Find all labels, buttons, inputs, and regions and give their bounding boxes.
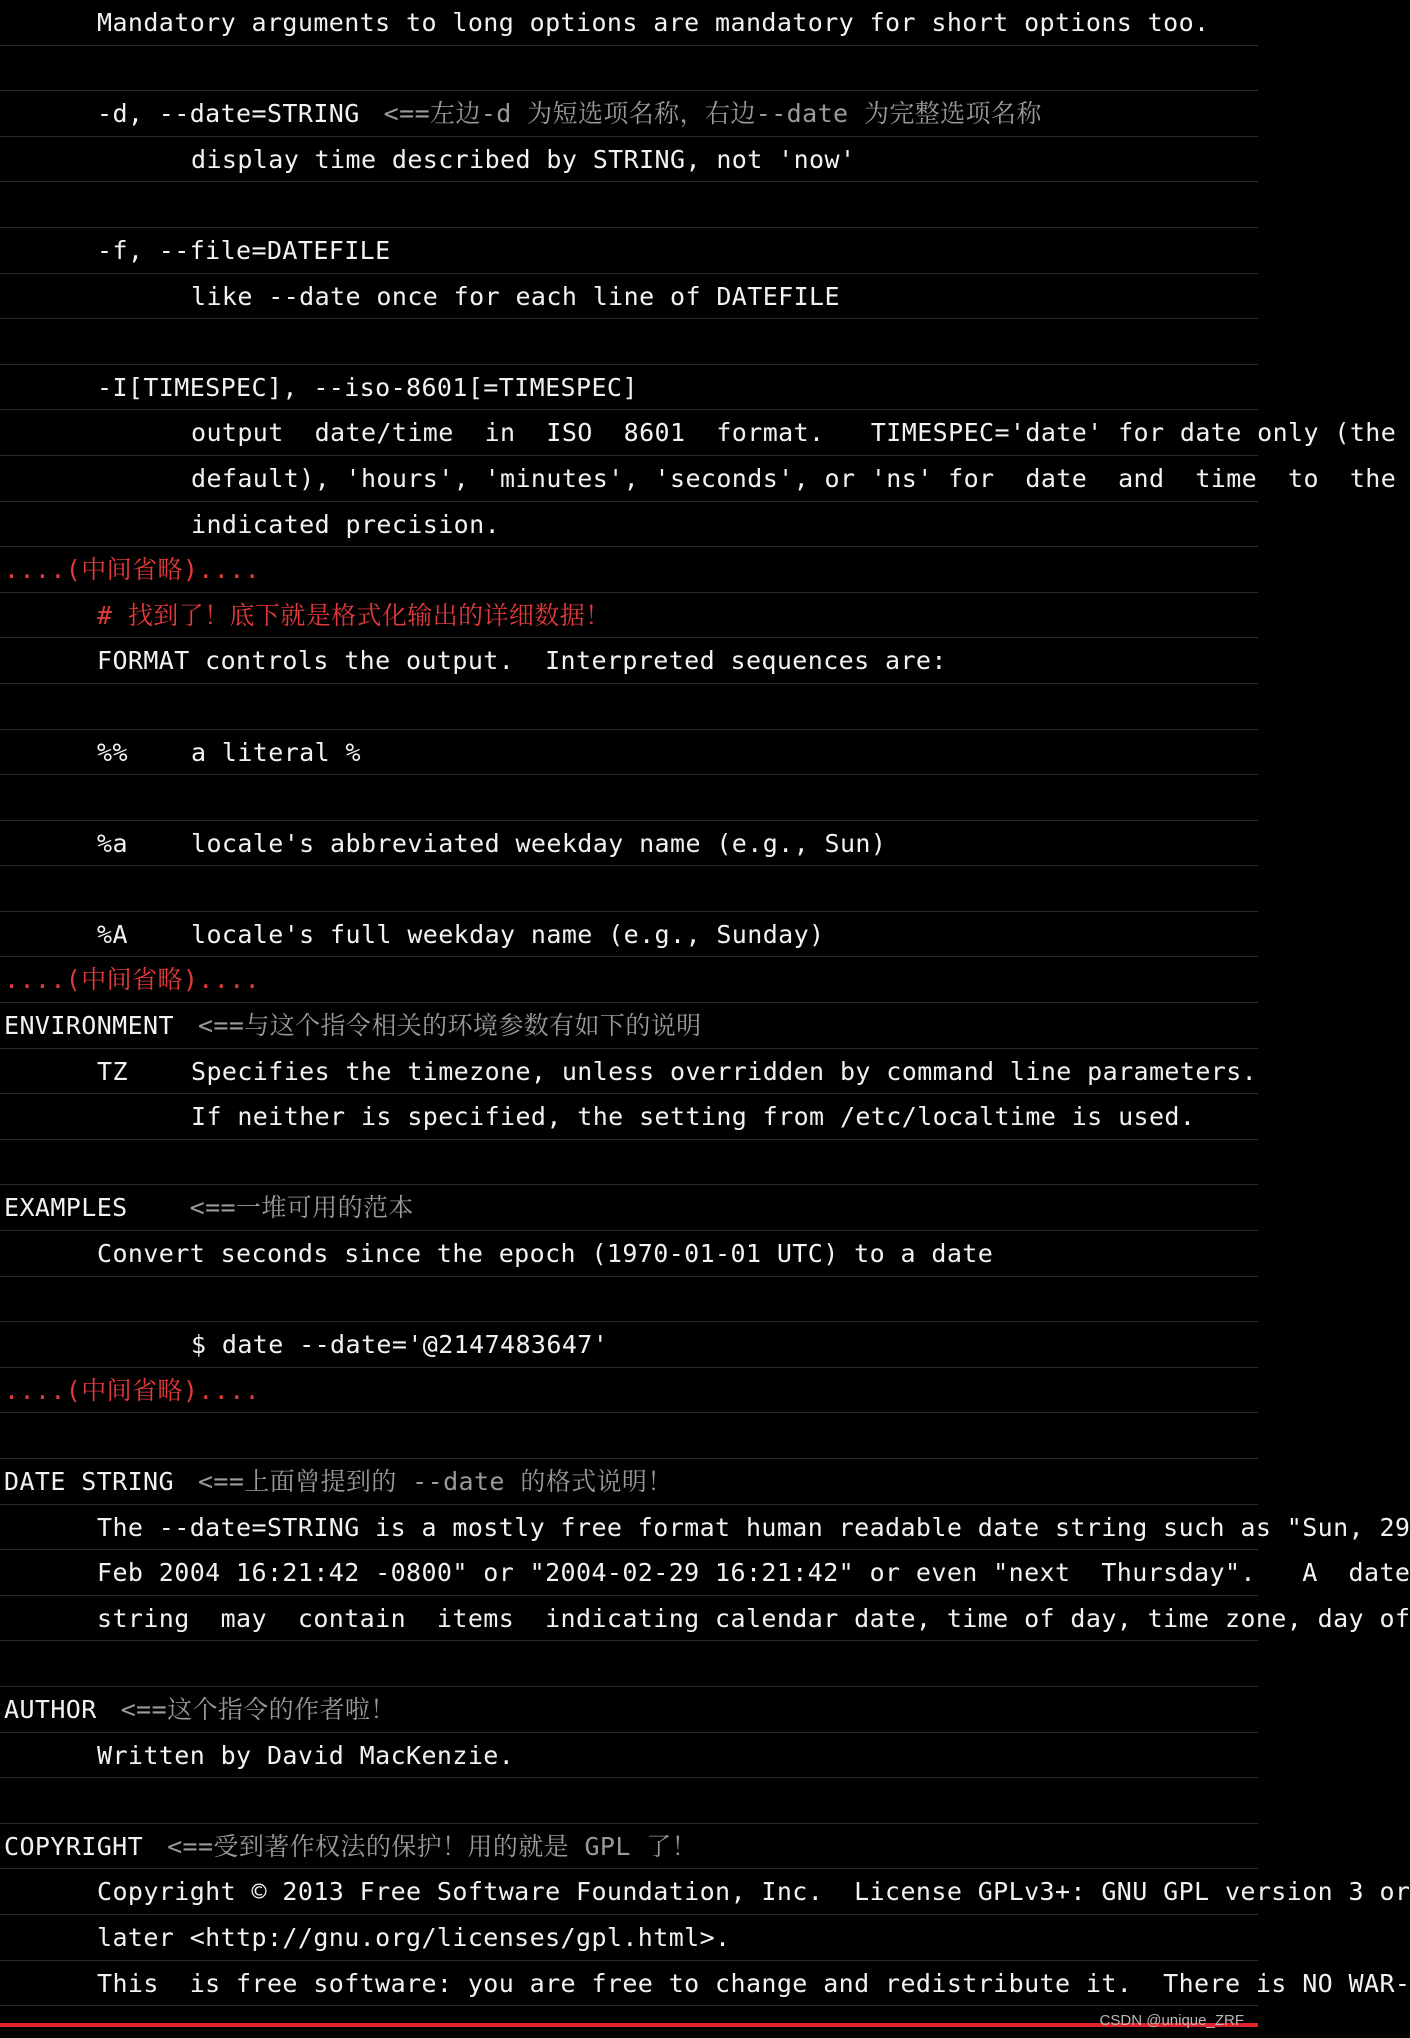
section-heading bbox=[0, 1003, 1258, 1049]
blank-line bbox=[0, 684, 1258, 730]
env-var-name: TZ bbox=[97, 1056, 128, 1086]
option-line bbox=[0, 228, 1258, 274]
text-line: like --date once for each line of DATEFILE bbox=[0, 274, 1258, 320]
format-code: %a bbox=[97, 828, 128, 858]
section-heading bbox=[0, 1687, 1258, 1733]
option-name: -f, --file=DATEFILE bbox=[97, 235, 391, 265]
omission-marker: ....(中间省略).... bbox=[0, 547, 1258, 593]
annotation-comment: <==这个指令的作者啦！ bbox=[120, 1694, 396, 1724]
option-name: -d, --date=STRING bbox=[97, 99, 360, 129]
text-line: Written by David MacKenzie. bbox=[0, 1733, 1258, 1779]
blank-line bbox=[0, 182, 1258, 228]
blank-line bbox=[0, 1277, 1258, 1323]
option-line bbox=[0, 91, 1258, 137]
watermark: CSDN @unique_ZRF bbox=[1099, 2012, 1244, 2029]
section-heading bbox=[0, 1824, 1258, 1870]
text-line: default), 'hours', 'minutes', 'seconds', or 'ns' for date and time to the bbox=[0, 456, 1258, 502]
section-heading bbox=[0, 1185, 1258, 1231]
section-title: DATE STRING bbox=[4, 1467, 174, 1496]
section-title: COPYRIGHT bbox=[4, 1831, 144, 1861]
option-line bbox=[0, 365, 1258, 411]
option-name: -I[TIMESPEC], --iso-8601[=TIMESPEC] bbox=[97, 372, 638, 402]
annotation-comment: <==左边-d 为短选项名称，右边--date 为完整选项名称 bbox=[383, 99, 1042, 129]
highlight-note: # 找到了！底下就是格式化输出的详细数据！ bbox=[0, 593, 1258, 639]
annotation-comment: <==与这个指令相关的环境参数有如下的说明 bbox=[197, 1011, 702, 1041]
format-spec-line bbox=[0, 821, 1258, 867]
env-var-description: Specifies the timezone, unless overridden by command line parameters. bbox=[191, 1056, 1258, 1086]
blank-line bbox=[0, 1778, 1258, 1824]
blank-line bbox=[0, 319, 1258, 365]
text-line: display time described by STRING, not 'now' bbox=[0, 137, 1258, 183]
bottom-red-rule bbox=[0, 2023, 1258, 2027]
format-spec-line bbox=[0, 1049, 1258, 1095]
blank-line bbox=[0, 1641, 1258, 1687]
format-spec-line bbox=[0, 912, 1258, 958]
annotation-comment: <==上面曾提到的 --date 的格式说明！ bbox=[197, 1467, 673, 1496]
text-line: string may contain items indicating calendar date, time of day, time zone, day of bbox=[0, 1596, 1258, 1642]
section-title: ENVIRONMENT bbox=[4, 1011, 174, 1041]
section-title: AUTHOR bbox=[4, 1694, 97, 1724]
text-line: If neither is specified, the setting from /etc/localtime is used. bbox=[0, 1094, 1258, 1140]
text-line: Feb 2004 16:21:42 -0800" or "2004-02-29 16:21:42" or even "next Thursday". A date bbox=[0, 1550, 1258, 1596]
text-line: indicated precision. bbox=[0, 502, 1258, 548]
format-description: a literal % bbox=[191, 737, 361, 767]
text-line: This is free software: you are free to change and redistribute it. There is NO WAR- bbox=[0, 1961, 1258, 2007]
blank-line bbox=[0, 46, 1258, 92]
format-description: locale's abbreviated weekday name (e.g., Sun) bbox=[191, 828, 887, 858]
command-example: $ date --date='@2147483647' bbox=[0, 1322, 1258, 1368]
annotation-comment: <==受到著作权法的保护！用的就是 GPL 了！ bbox=[167, 1831, 698, 1861]
text-line: Mandatory arguments to long options are mandatory for short options too. bbox=[0, 0, 1258, 46]
omission-marker: ....(中间省略).... bbox=[0, 1368, 1258, 1414]
blank-line bbox=[0, 866, 1258, 912]
section-title: EXAMPLES bbox=[4, 1193, 128, 1223]
annotation-comment: <==一堆可用的范本 bbox=[189, 1193, 414, 1223]
blank-line bbox=[0, 775, 1258, 821]
text-line: Copyright © 2013 Free Software Foundation, Inc. License GPLv3+: GNU GPL version 3 or bbox=[0, 1869, 1258, 1915]
text-line: output date/time in ISO 8601 format. TIMESPEC='date' for date only (the bbox=[0, 410, 1258, 456]
text-line: The --date=STRING is a mostly free format human readable date string such as "Sun, 29 bbox=[0, 1505, 1258, 1551]
text-line: FORMAT controls the output. Interpreted sequences are: bbox=[0, 638, 1258, 684]
format-code: %A bbox=[97, 919, 128, 949]
text-line: later <http://gnu.org/licenses/gpl.html>. bbox=[0, 1915, 1258, 1961]
blank-line bbox=[0, 1140, 1258, 1186]
format-code: %% bbox=[97, 737, 128, 767]
text-line: Convert seconds since the epoch (1970-01-01 UTC) to a date bbox=[0, 1231, 1258, 1277]
blank-line bbox=[0, 1413, 1258, 1459]
section-heading bbox=[0, 1459, 1258, 1505]
format-description: locale's full weekday name (e.g., Sunday) bbox=[191, 919, 825, 949]
format-spec-line bbox=[0, 730, 1258, 776]
omission-marker: ....(中间省略).... bbox=[0, 957, 1258, 1003]
